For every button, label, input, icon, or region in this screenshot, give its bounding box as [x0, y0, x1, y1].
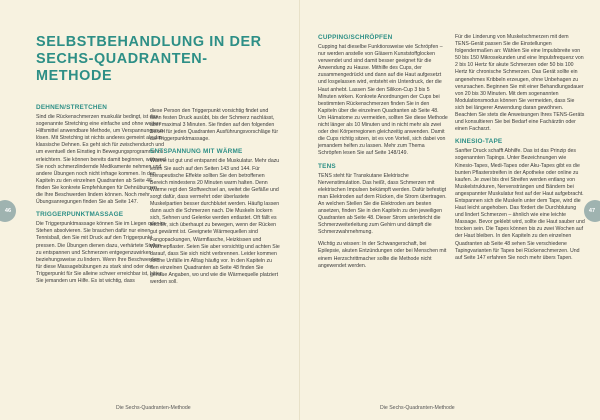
chapter-title: [36, 34, 276, 85]
page-number-right: 47: [584, 200, 600, 222]
heading-kinesio: KINESIO-TAPE: [455, 138, 503, 146]
chapter-title-line2: SECHS-QUADRANTEN-METHODE: [36, 51, 208, 84]
paragraph-tens-warning: Wichtig zu wissen: In der Schwangerschaft, bei Epilepsie, akuten Entzündungen oder bei Menschen mit einem Herzschrittmacher sollte die Methode nicht angewendet werden.: [318, 241, 447, 269]
page-number-left: 46: [0, 200, 16, 222]
heading-waerme: ENTSPANNUNG MIT WÄRME: [150, 148, 243, 156]
paragraph-trigger-continued: diese Person den Triggerpunkt vorsichtig findet und dann festen Druck ausübt, bis der Schmerz nachlässt, aber maximal 3 Minuten. Sie finden auf den folgenden Seiten für jeden Quadranten Ausführungsvorschläge für die Triggerpunktmassage.: [150, 108, 279, 143]
gutter: [299, 0, 300, 420]
footer-left: Die Sechs-Quadranten-Methode: [116, 405, 191, 411]
column-2: [150, 108, 280, 286]
heading-dehnen: DEHNEN/STRETCHEN: [36, 104, 108, 111]
paragraph-waerme: Wärme tut gut und entspannt die Muskulatur. Mehr dazu lesen Sie auch auf den Seiten 143 und 144. Für therapeutische Effekte sollten Sie den betroffenen Bereich mindestens 20 Minuten warm halten. Denn Wärme regt den Stoffwechsel an, weitet die Gefäße und sorgt dafür, dass vermehrt oder überlastete Muskelpartien besser durchblutet werden. Häufig lassen dann auch die Schmerzen nach. Die Muskeln lockern sich, Sehnen und Gelenke werden entlastet. Oft fällt es leichter, sich überhaupt zu bewegen, wenn der Rücken gut gewärmt ist. Geeignete Wärmequellen sind Fangopackungen, Wärmflasche, Heizkissen und Wärmepflaster. Seien Sie aber vorsichtig und achten Sie darauf, dass Sie sich nicht verbrennen. Leider kommen solche Unfälle im Alltag häufig vor. In den Kapiteln zu den einzelnen Quadranten ab Seite 48 finden Sie genaue Angaben, wo und wie die Wärmequelle platziert werden soll.: [150, 158, 280, 286]
column-1: [36, 104, 166, 285]
paragraph-cupping: Cupping hat dieselbe Funktionsweise wie Schröpfen – nur werden anstelle von Gläsern Kunststoffglocken verwendet und sind damit besser geeignet für die Anwendung zu Hause. Mithilfe des Cups, der zusammengedrückt und dann auf die Haut aufgesetzt und losgelassen wird, entsteht ein Unterdruck, der die Haut anhebt. Lassen Sie den Silikon-Cup 3 bis 5 Minuten wirken. Konkrete Anordnungen der Cups bei bestimmten Rückenschmerzen finden Sie in den Kapiteln über die einzelnen Quadranten ab Seite 48. Um Hämatome zu vermeiden, sollten Sie diese Methode nicht länger als 10 Minuten und in nicht mehr als zwei oder drei Körperregionen gleichzeitig anwenden. Damit die Cups richtig sitzen, ist es von Vorteil, sich dabei von jemandem helfen zu lassen. Mehr zum Thema Schröpfen lesen Sie auf Seite 148/149.: [318, 44, 448, 157]
column-4: [455, 34, 585, 262]
heading-tens: TENS: [318, 162, 336, 170]
footer-right: Die Sechs-Quadranten-Methode: [380, 405, 455, 411]
paragraph-tens-settings: Für die Linderung von Muskelschmerzen mit dem TENS-Gerät passen Sie die Einstellungen folgendermaßen an: Wählen Sie eine Impulsbreite von 50 bis 150 Mikrosekunden und eine Impulsfrequenz von 2 bis 10 Hertz für akute Schmerzen oder 50 bis 100 Hertz für chronische Schmerzen. Das Gerät sollte ein angenehmes Kribbeln erzeugen, ohne Unbehagen zu verursachen. Beginnen Sie mit einer Behandlungsdauer von 20 bis 30 Minuten. Mit dem sogenannten Modulationsmodus können Sie vermeiden, dass Sie sich bei längerer Anwendung daran gewöhnen. Beachten Sie stets die Anweisungen Ihres TENS-Geräts und konsultieren Sie bei Bedarf eine Fachärztin oder einen Facharzt.: [455, 34, 585, 133]
chapter-title-line1: SELBSTBEHANDLUNG IN DER: [36, 34, 262, 50]
heading-triggerpunktmassage: TRIGGERPUNKTMASSAGE: [36, 211, 124, 219]
column-3: [318, 34, 448, 270]
paragraph-kinesio: Sanfter Druck schafft Abhilfe. Das ist das Prinzip des sogenannten Tapings. Unter Bezeichnungen wie Kinesio-Tapes, Medi-Tapes oder Aku-Tapes gibt es die bunten Pflasterstreifen in der Apotheke oder online zu kaufen. Je zwei bis drei Streifen werden entlang von Muskelstrukturen, Nervensträngen und Bändern bei angespannter Muskulatur fest auf der Haut aufgebracht. Entspannen sich die Muskeln unter dem Tape, wird die Haut leicht angehoben. Das fördert die Durchblutung und lindert Schmerzen – ähnlich wie eine leichte Massage. Bevor geklebt wird, sollte die Haut sauber und trocken sein. Die Tapes können bis zu zwei Wochen auf der Haut bleiben. In den Kapiteln zu den einzelnen Quadranten ab Seite 48 sehen Sie verschiedene Tapingvarianten für Tapes bei Rückenschmerzen. Und auf Seite 147 erfahren Sie noch mehr übers Tapen.: [455, 148, 585, 261]
paragraph-dehnen: Sind die Rückenschmerzen muskulär bedingt, ist das sogenannte Stretching eine einfache und ohne weitere Hilfsmittel anwendbare Methode, um Verspannungen zu lösen. Mit Stretching ist nichts anderes gemeint als das klassische Dehnen. Es geht sich für zwischendurch und um eventuell den Einstieg in Bewegungsprogramme zu erleichtern. Sie können bereits damit beginnen, während Sie noch schmerzlindernde Medikamente nehmen und andere Übungen noch nicht infrage kommen. In den Kapiteln zu den einzelnen Quadranten ab Seite 46 finden Sie konkrete Empfehlungen für Dehnübungen, die Ihre Beschwerden lindern können. Noch mehr Übungsanregungen finden Sie ab Seite 147.: [36, 114, 166, 206]
heading-cupping: CUPPING/SCHRÖPFEN: [318, 34, 393, 41]
paragraph-tens: TENS steht für Transkutane Elektrische Nervenstimulation. Das heißt, dass Schmerzen mit elektrischen Impulsen bekämpft werden. Dafür befestigt man Elektroden auf dem Rücken, die Strom übertragen. An welchen Stellen Sie die Elektroden am besten ansetzen, finden Sie in den Kapiteln zu den jeweiligen Quadranten ab Seite 48. Dieser Strom unterbricht die Schmerzweiterleitung zum Gehirn und dämpft die Schmerzwahrnehmung.: [318, 172, 447, 236]
paragraph-triggerpunktmassage: Die Triggerpunktmassage können Sie im Liegen oder im Stehen absolvieren. Sie brauchen dafür nur einen Tennisball, den Sie mit Druck auf den Triggerpunkt pressen. Die Übungen dienen dazu, verhärtete Stellen zu entspannen und Schmerzen entgegenzuwirken beziehungsweise zu lindern. Wenn Ihre Beschwerden für diese Massagebübungen zu stark sind oder der Triggerpunkt für Sie alleine schwer erreichbar ist, bitten Sie jemanden um Hilfe. Es ist wichtig, dass: [36, 221, 166, 284]
